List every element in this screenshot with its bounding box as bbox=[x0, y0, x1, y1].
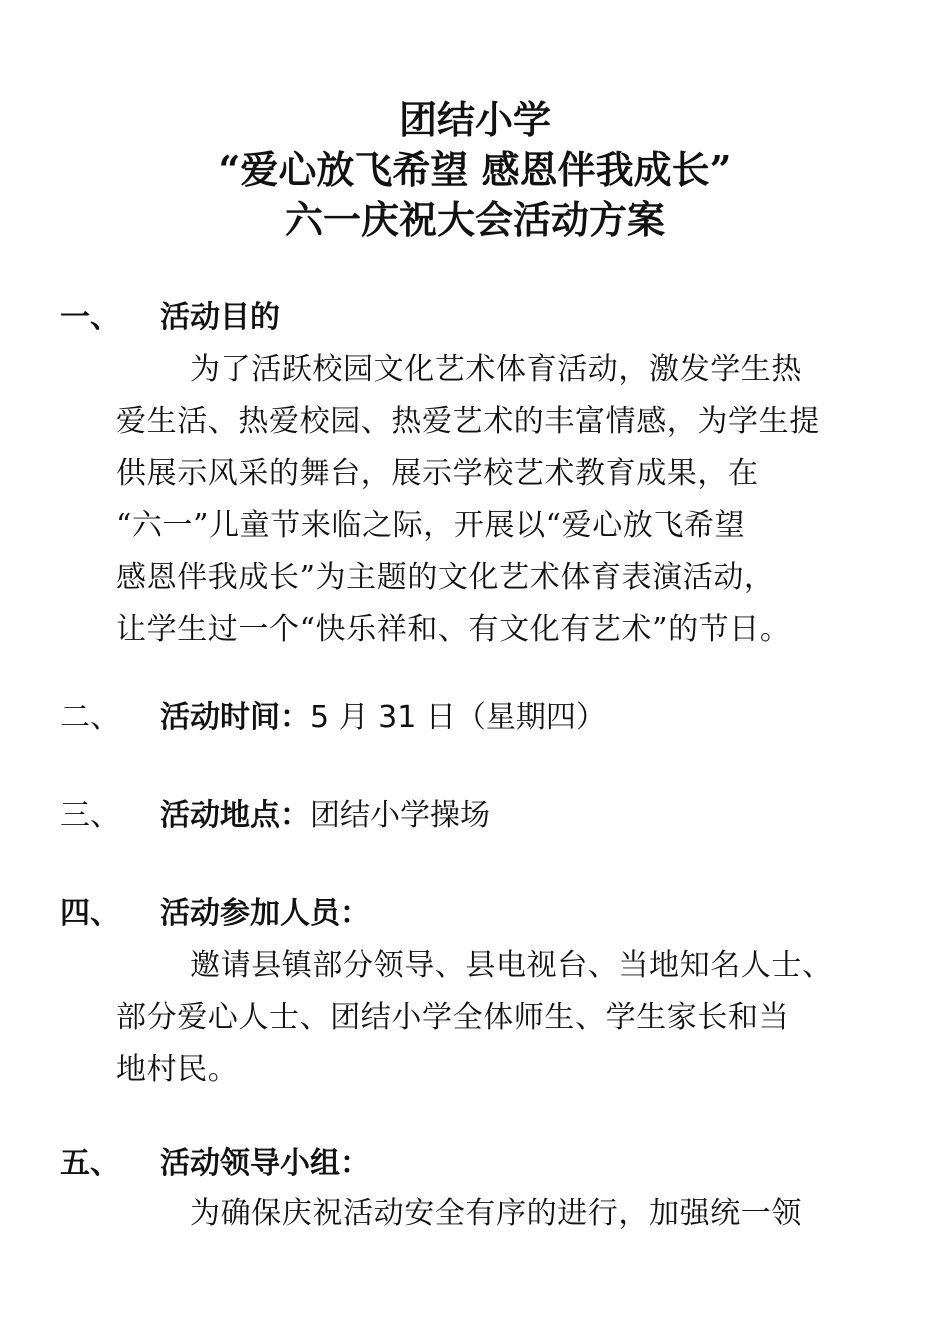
section-title: 活动目的 bbox=[160, 300, 280, 335]
section-4-body bbox=[116, 940, 916, 1096]
paragraph-line: 爱生活、热爱校园、热爱艺术的丰富情感，为学生提 bbox=[116, 404, 820, 439]
paragraph-line: 为确保庆祝活动安全有序的进行，加强统一领 bbox=[190, 1196, 802, 1231]
section-title: 活动领导小组： bbox=[160, 1146, 370, 1181]
section-2-time bbox=[60, 696, 606, 740]
section-4-heading bbox=[60, 892, 370, 936]
time-value-month-digit: 5 bbox=[310, 700, 330, 735]
section-number: 四、 bbox=[60, 896, 120, 931]
section-number: 五、 bbox=[60, 1146, 120, 1181]
section-number: 一、 bbox=[60, 300, 120, 335]
theme-title: “爱心放飞希望 感恩伴我成长” bbox=[218, 147, 732, 192]
paragraph-line: 供展示风采的舞台，展示学校艺术教育成果，在 bbox=[116, 456, 759, 491]
section-number: 二、 bbox=[60, 700, 120, 735]
plan-title: 六一庆祝大会活动方案 bbox=[284, 197, 665, 242]
paragraph-line: 为了活跃校园文化艺术体育活动，激发学生热 bbox=[190, 352, 802, 387]
paragraph-line: 让学生过一个“快乐祥和、有文化有艺术”的节日。 bbox=[116, 612, 791, 647]
section-3-location bbox=[60, 794, 490, 838]
section-title: 活动参加人员： bbox=[160, 896, 370, 931]
time-value-month-label: 月 bbox=[329, 700, 379, 735]
location-value: 团结小学操场 bbox=[310, 798, 490, 833]
section-5-heading bbox=[60, 1142, 370, 1186]
paragraph-line: 感恩伴我成长”为主题的文化艺术体育表演活动， bbox=[116, 560, 775, 595]
paragraph-line: 部分爱心人士、团结小学全体师生、学生家长和当 bbox=[116, 1000, 790, 1035]
paragraph-line: 地村民。 bbox=[116, 1052, 239, 1087]
section-number: 三、 bbox=[60, 798, 120, 833]
time-value-rest: 日（星期四） bbox=[416, 700, 606, 735]
paragraph-line: “六一”儿童节来临之际，开展以“爱心放飞希望 bbox=[116, 508, 746, 543]
paragraph-line: 邀请县镇部分领导、县电视台、当地知名人士、 bbox=[190, 948, 833, 983]
time-value-day-digit: 31 bbox=[378, 700, 417, 735]
section-1-body bbox=[116, 344, 916, 656]
section-1-heading bbox=[60, 296, 280, 340]
section-5-body bbox=[116, 1188, 916, 1240]
section-title: 活动地点： bbox=[160, 798, 310, 833]
school-name-title: 团结小学 bbox=[398, 97, 551, 142]
section-title: 活动时间： bbox=[160, 700, 310, 735]
